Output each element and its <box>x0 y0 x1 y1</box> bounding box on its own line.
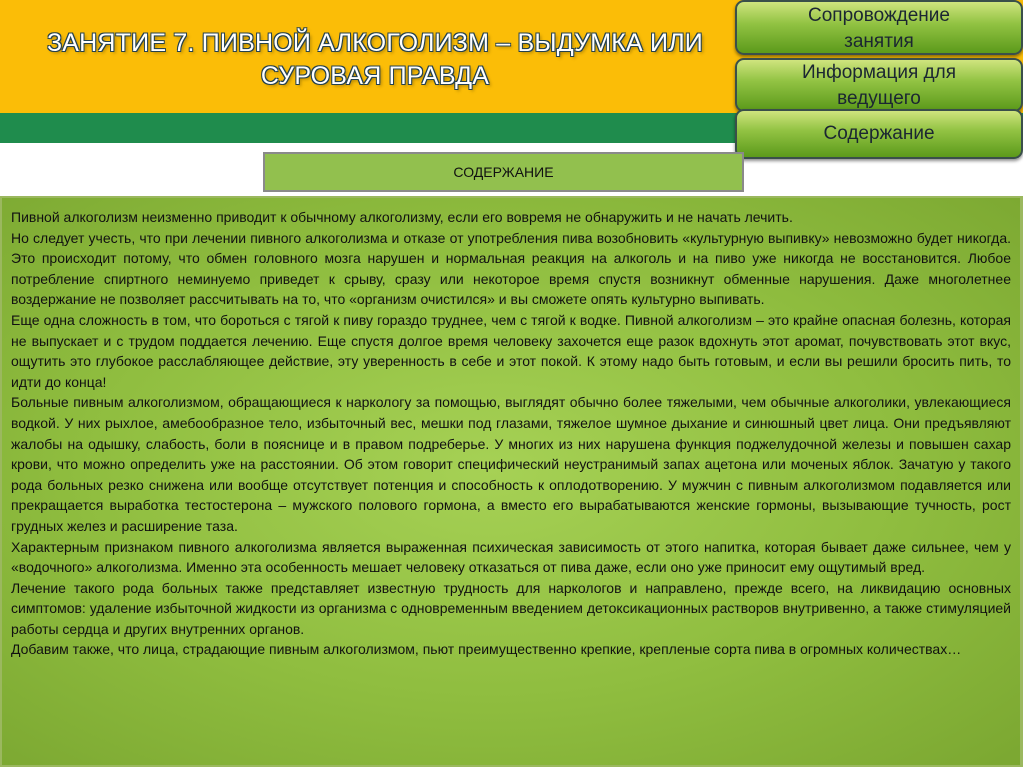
content-panel <box>0 196 1023 767</box>
body-paragraph: Пивной алкоголизм неизменно приводит к обычному алкоголизму, если его вовремя не обнаружить и не начать лечить. <box>11 209 793 225</box>
body-paragraph: Лечение такого рода больных также представляет известную трудность для наркологов и направлено, прежде всего, на ликвидацию основных симптомов: удаление избыточной жидкости из организма с одновременным введением детоксикационных растворов внутривенно, а также стимуляцией работы сердца и других внутренних органов. <box>11 579 1011 637</box>
support-lesson-label-line1: Сопровождение <box>808 5 950 26</box>
page-title: ЗАНЯТИЕ 7. ПИВНОЙ АЛКОГОЛИЗМ – ВЫДУМКА ИЛИ СУРОВАЯ ПРАВДА <box>47 29 703 90</box>
body-paragraph: Но следует учесть, что при лечении пивного алкоголизма и отказе от употребления пива возобновить «культурную выпивку» невозможно будет никогда. Это происходит потому, что обмен головного мозга нарушен и нормальная реакция на алкоголь и на пиво уже никогда не восстановится. Любое потребление спиртного неминуемо приведет к срыву, сразу или некоторое время спустя возникнут обменные нарушения. Даже многолетнее воздержание не позволяет рассчитывать на то, что «организм очистился» и вы сможете опять культурно выпивать. <box>11 229 1011 308</box>
host-info-label-line2: ведущего <box>837 88 921 109</box>
body-paragraph: Характерным признаком пивного алкоголизма является выраженная психическая зависимость от этого напитка, которая бывает даже сильнее, чем у «водочного» алкоголизма. Именно эта особенность мешает человеку отказаться от пива даже, если оно уже приносит ему ощутимый вред. <box>11 538 1011 576</box>
support-lesson-label-line2: занятия <box>844 31 914 52</box>
content-button-label: Содержание <box>823 123 935 144</box>
body-paragraph: Добавим также, что лица, страдающие пивным алкоголизмом, пьют преимущественно крепкие, крепленые сорта пива в огромных количествах… <box>11 641 962 658</box>
host-info-label-line1: Информация для <box>801 62 957 83</box>
host-info-button[interactable] <box>735 58 1023 112</box>
section-heading: СОДЕРЖАНИЕ <box>263 152 744 192</box>
body-paragraph: Еще одна сложность в том, что бороться с тягой к пиву гораздо труднее, чем с тягой к водке. Пивной алкоголизм – это крайне опасная болезнь, которая не выпускает и с трудом поддается лечению. Еще спустя долгое время человеку захочется еще разок вдохнуть этот аромат, почувствовать этот вкус, ощутить это глубокое расслабляющее действие, эту уверенность в себе и этот покой. К этому надо быть готовым, и если вы решили бросить пить, то идти до конца! <box>11 311 1011 390</box>
support-lesson-button[interactable] <box>735 0 1023 55</box>
body-paragraph: Больные пивным алкоголизмом, обращающиеся к наркологу за помощью, выглядят обычно более тяжелыми, чем обычные алкоголики, увлекающиеся водкой. У них рыхлое, амебообразное тело, избыточный вес, мешки под глазами, тяжелое шумное дыхание и синюшный цвет лица. Они предъявляют жалобы на одышку, слабость, боли в пояснице и в правом подреберье. У многих из них нарушена функция поджелудочной железы и повышен сахар крови, что можно определить уже на расстоянии. Об этом говорит специфический неустранимый запах ацетона или моченых яблок. Зачатую у такого рода больных резко снижена или вообще отсутствует потенция и способность к оплодотворению. У мужчин с пивным алкоголизмом подавляется или прекращается выработка тестостерона – мужского полового гормона, а вместо его вырабатываются женские гормоны, вызывающие тучность, рост грудных желез и расширение таза. <box>11 394 1011 534</box>
content-button[interactable] <box>735 109 1023 159</box>
